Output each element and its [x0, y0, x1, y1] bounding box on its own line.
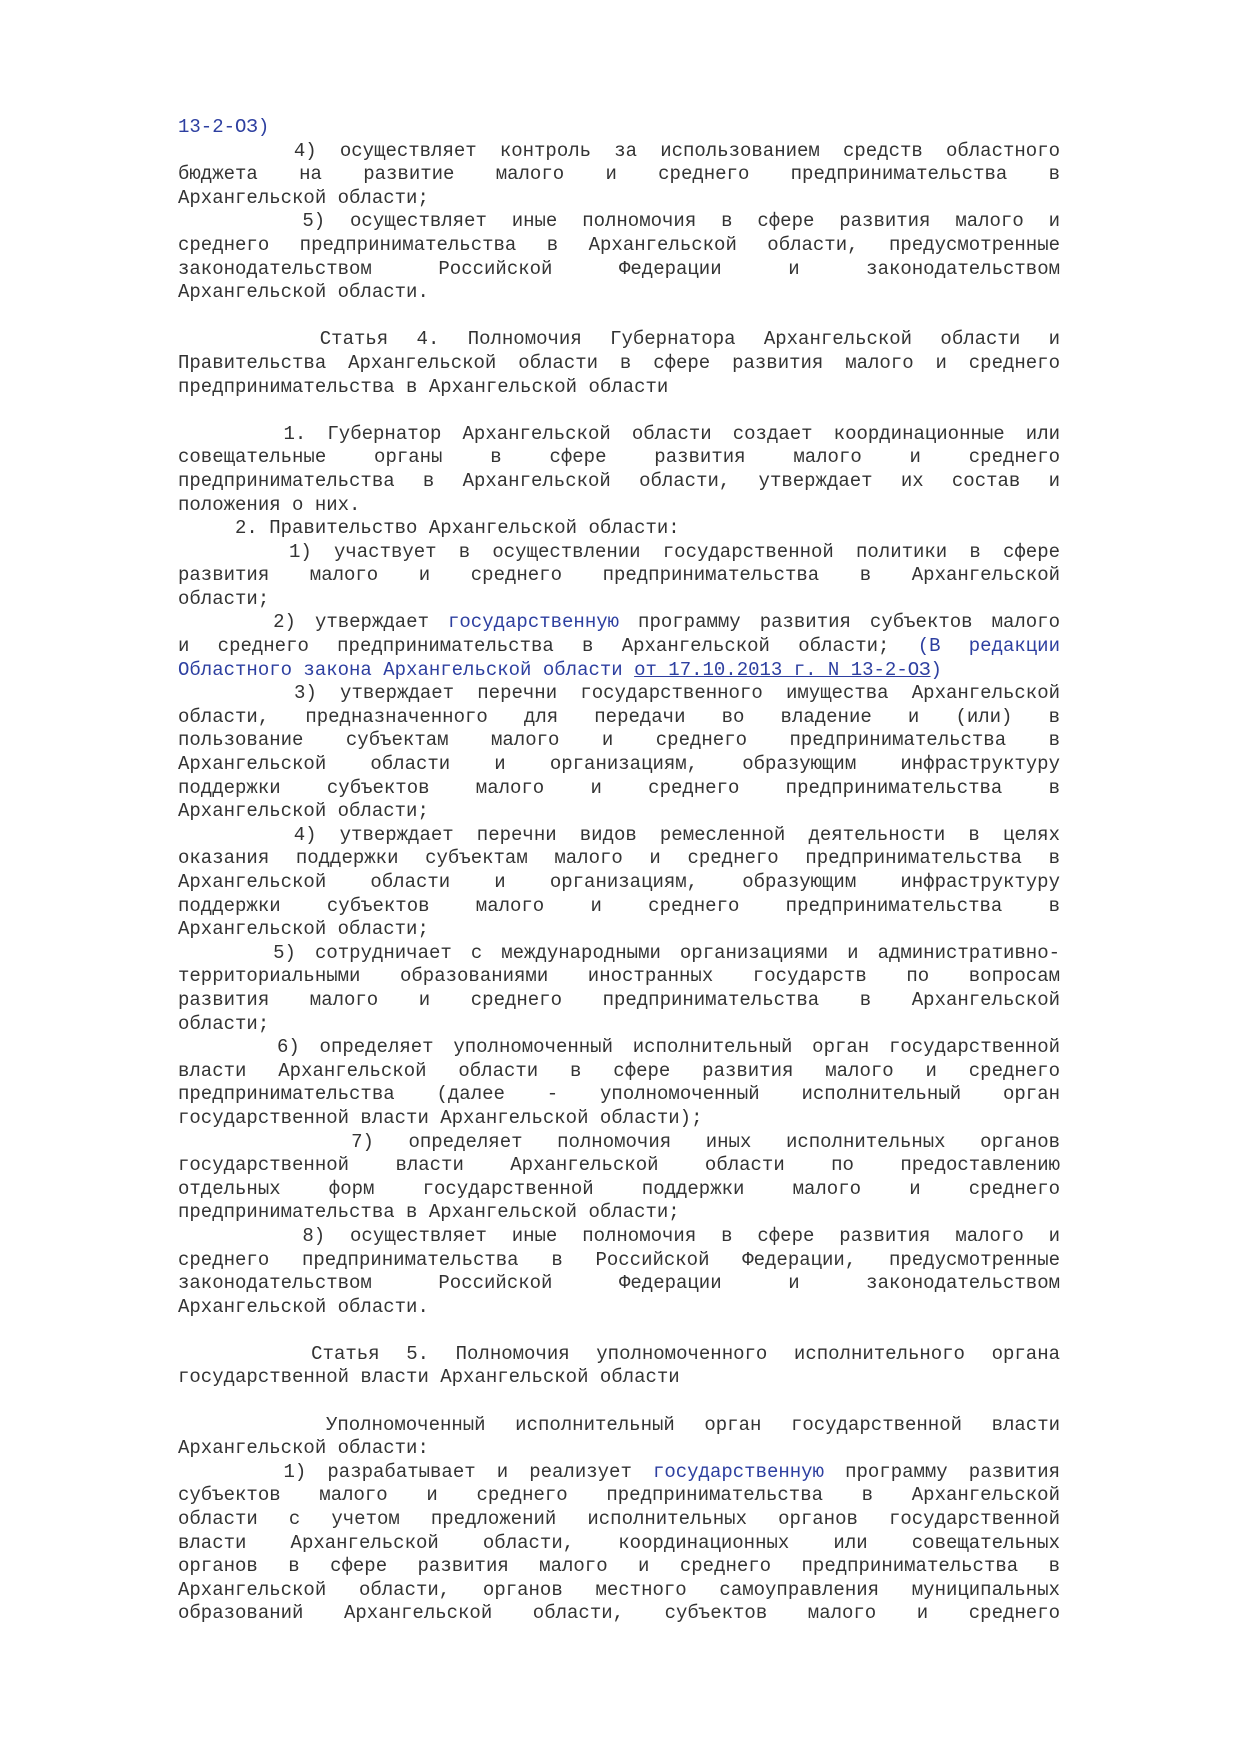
line-text: 7) определяет полномочия иных исполнительных органов — [351, 1130, 1060, 1153]
text-line — [178, 1508, 1060, 1532]
line-text: 1) разрабатывает и реализует — [283, 1460, 653, 1483]
line-text: Архангельской области; — [178, 800, 429, 823]
line-text: положения о них. — [178, 493, 361, 516]
text-line — [178, 376, 1060, 400]
line-text: предпринимательства (далее - уполномоченный исполнительный орган — [178, 1083, 1060, 1106]
line-text: 1. Губернатор Архангельской области создает координационные или — [283, 422, 1060, 445]
text-line — [178, 1272, 1060, 1296]
text-line — [178, 116, 1060, 140]
text-line — [178, 918, 1060, 942]
indent — [178, 210, 302, 232]
line-text: Архангельской области. — [178, 1295, 429, 1318]
indent — [178, 1036, 277, 1058]
line-text: власти Архангельской области в сфере развития малого и среднего — [178, 1059, 1060, 1082]
blank-line — [178, 1390, 1060, 1414]
text-line — [178, 1532, 1060, 1556]
line-text: области; — [178, 587, 270, 610]
line-text: программу развития субъектов малого — [619, 611, 1060, 634]
line-text: власти Архангельской области, координационных или совещательных — [178, 1531, 1060, 1554]
text-line — [178, 1296, 1060, 1320]
law-reference-link[interactable]: 13-2-ОЗ) — [178, 116, 270, 138]
text-line — [178, 706, 1060, 730]
line-text: Архангельской области и организациям, образующим инфраструктуру — [178, 871, 1060, 893]
line-text: субъектов малого и среднего предпринимательства в Архангельской — [178, 1484, 1060, 1507]
line-text: Архангельской области, органов местного самоуправления муниципальных — [178, 1578, 1060, 1601]
text-line — [178, 1131, 1060, 1155]
text-line — [178, 234, 1060, 258]
line-text: пользование субъектам малого и среднего предпринимательства в — [178, 729, 1060, 752]
line-text: органов в сфере развития малого и среднего предпринимательства в — [178, 1555, 1060, 1578]
line-text: Архангельской области и организациям, образующим инфраструктуру — [178, 753, 1060, 776]
text-line — [178, 989, 1060, 1013]
line-text: отдельных форм государственной поддержки малого и среднего — [178, 1177, 1060, 1200]
line-text: 1) участвует в осуществлении государственной политики в сфере — [288, 540, 1061, 563]
text-line — [178, 729, 1060, 753]
line-text: Правительства Архангельской области в сфере развития малого и среднего — [178, 351, 1060, 374]
blank-line — [178, 305, 1060, 329]
text-line — [178, 800, 1060, 824]
text-line — [178, 1414, 1060, 1438]
text-line — [178, 611, 1060, 635]
line-text: территориальными образованиями иностранных государств по вопросам — [178, 965, 1060, 988]
law-reference-link[interactable]: Областного закона Архангельской области — [178, 658, 623, 681]
text-line — [178, 871, 1060, 895]
line-text: и среднего предпринимательства в Архангельской области; — [178, 635, 918, 658]
line-text: Архангельской области; — [178, 186, 429, 209]
text-line — [178, 1178, 1060, 1202]
text-line — [178, 1249, 1060, 1273]
line-text: развития малого и среднего предпринимательства в Архангельской — [178, 988, 1060, 1011]
indent — [178, 140, 294, 162]
text-line — [178, 1579, 1060, 1603]
line-text: области с учетом предложений исполнительных органов государственной — [178, 1508, 1060, 1531]
text-line — [178, 541, 1060, 565]
line-text: государственной власти Архангельской области по предоставлению — [178, 1154, 1060, 1177]
line-text: законодательством Российской Федерации и законодательством — [178, 1272, 1060, 1295]
indent — [178, 541, 289, 563]
text-line — [178, 494, 1060, 518]
text-line — [178, 258, 1060, 282]
line-text: области, предназначенного для передачи во владение и (или) в — [178, 705, 1060, 728]
line-text: 8) осуществляет иные полномочия в сфере развития малого и — [302, 1224, 1061, 1247]
text-line — [178, 682, 1060, 706]
indent — [178, 824, 294, 846]
line-text: программу развития — [823, 1460, 1061, 1483]
line-text: среднего предпринимательства в Российской Федерации, предусмотренные — [178, 1248, 1060, 1271]
indent — [178, 1414, 326, 1436]
line-text: Архангельской области. — [178, 281, 429, 304]
text-line — [178, 1060, 1060, 1084]
line-text: 4) осуществляет контроль за использованием средств областного — [293, 139, 1060, 162]
text-line — [178, 1154, 1060, 1178]
text-line — [178, 1555, 1060, 1579]
indent — [178, 1461, 284, 1483]
line-text: совещательные органы в сфере развития малого и среднего — [178, 446, 1060, 469]
blank-line — [178, 1319, 1060, 1343]
text-line — [178, 895, 1060, 919]
text-line — [178, 140, 1060, 164]
text-line — [178, 942, 1060, 966]
line-text: государственной власти Архангельской области); — [178, 1106, 703, 1129]
line-text: государственной власти Архангельской области — [178, 1366, 680, 1389]
indent — [178, 328, 320, 350]
line-text: 4) утверждает перечни видов ремесленной деятельности в целях — [293, 823, 1060, 846]
indent — [178, 611, 273, 633]
text-line — [178, 423, 1060, 447]
text-line — [178, 1107, 1060, 1131]
line-text: 5) осуществляет иные полномочия в сфере развития малого и — [302, 210, 1061, 233]
line-text: поддержки субъектов малого и среднего предпринимательства в — [178, 894, 1060, 917]
text-line — [178, 1083, 1060, 1107]
line-text: бюджета на развитие малого и среднего предпринимательства в — [178, 163, 1060, 186]
text-line — [178, 470, 1060, 494]
text-line — [178, 1461, 1060, 1485]
text-line — [178, 847, 1060, 871]
indent — [178, 682, 294, 704]
line-text: законодательством Российской Федерации и законодательством — [178, 257, 1060, 280]
text-line — [178, 635, 1060, 659]
text-line — [178, 659, 1060, 683]
line-text: Архангельской области: — [178, 1437, 429, 1460]
line-text: Статья 4. Полномочия Губернатора Архангельской области и — [319, 328, 1060, 351]
text-line — [178, 1343, 1060, 1367]
indent — [178, 942, 273, 964]
line-text — [623, 659, 634, 681]
line-text: Статья 5. Полномочия уполномоченного исполнительного органа — [311, 1342, 1060, 1365]
text-line — [178, 352, 1060, 376]
text-line — [178, 1036, 1060, 1060]
text-line — [178, 753, 1060, 777]
law-reference-link[interactable]: от 17.10.2013 г. N 13-2-ОЗ — [634, 658, 931, 681]
text-line — [178, 163, 1060, 187]
text-line — [178, 1602, 1060, 1626]
line-text: среднего предпринимательства в Архангельской области, предусмотренные — [178, 233, 1060, 256]
indent — [178, 1225, 302, 1247]
text-line — [178, 517, 1060, 541]
line-text: 6) определяет уполномоченный исполнительный орган государственной — [276, 1036, 1061, 1059]
text-line — [178, 588, 1060, 612]
text-line — [178, 1437, 1060, 1461]
text-line — [178, 1366, 1060, 1390]
indent — [178, 517, 235, 539]
line-text: 2. Правительство Архангельской области: — [235, 517, 680, 540]
line-text: предпринимательства в Архангельской области, утверждает их состав и — [178, 469, 1060, 492]
line-text: поддержки субъектов малого и среднего предпринимательства в — [178, 776, 1060, 799]
text-line — [178, 1484, 1060, 1508]
text-line — [178, 777, 1060, 801]
line-text: предпринимательства в Архангельской области; — [178, 1201, 680, 1224]
law-reference-link[interactable]: ) — [930, 658, 942, 681]
line-text: развития малого и среднего предпринимательства в Архангельской — [178, 564, 1060, 587]
text-line — [178, 446, 1060, 470]
line-text: области; — [178, 1012, 270, 1035]
line-text: Уполномоченный исполнительный орган государственной власти — [325, 1413, 1061, 1436]
indent — [178, 423, 284, 445]
text-line — [178, 281, 1060, 305]
law-reference-link[interactable]: государственную — [448, 611, 620, 634]
line-text: образований Архангельской области, субъектов малого и среднего — [178, 1602, 1060, 1625]
line-text: 3) утверждает перечни государственного имущества Архангельской — [294, 682, 1060, 705]
indent — [178, 1131, 351, 1153]
text-line — [178, 965, 1060, 989]
indent — [178, 1343, 311, 1365]
text-line — [178, 328, 1060, 352]
line-text: Архангельской области; — [178, 918, 429, 941]
line-text: оказания поддержки субъектам малого и среднего предпринимательства в — [178, 847, 1060, 870]
line-text: предпринимательства в Архангельской области — [178, 375, 669, 398]
blank-line — [178, 399, 1060, 423]
text-line — [178, 1201, 1060, 1225]
text-line — [178, 187, 1060, 211]
text-line — [178, 1225, 1060, 1249]
law-reference-link[interactable]: (В редакции — [917, 635, 1060, 658]
line-text: 5) сотрудничает с международными организациями и административно- — [273, 941, 1061, 964]
text-line — [178, 1013, 1060, 1037]
text-line — [178, 824, 1060, 848]
text-line — [178, 210, 1060, 234]
text-line — [178, 564, 1060, 588]
document-page — [178, 116, 1060, 1626]
line-text: 2) утверждает — [273, 611, 448, 634]
law-reference-link[interactable]: государственную — [652, 1460, 824, 1483]
